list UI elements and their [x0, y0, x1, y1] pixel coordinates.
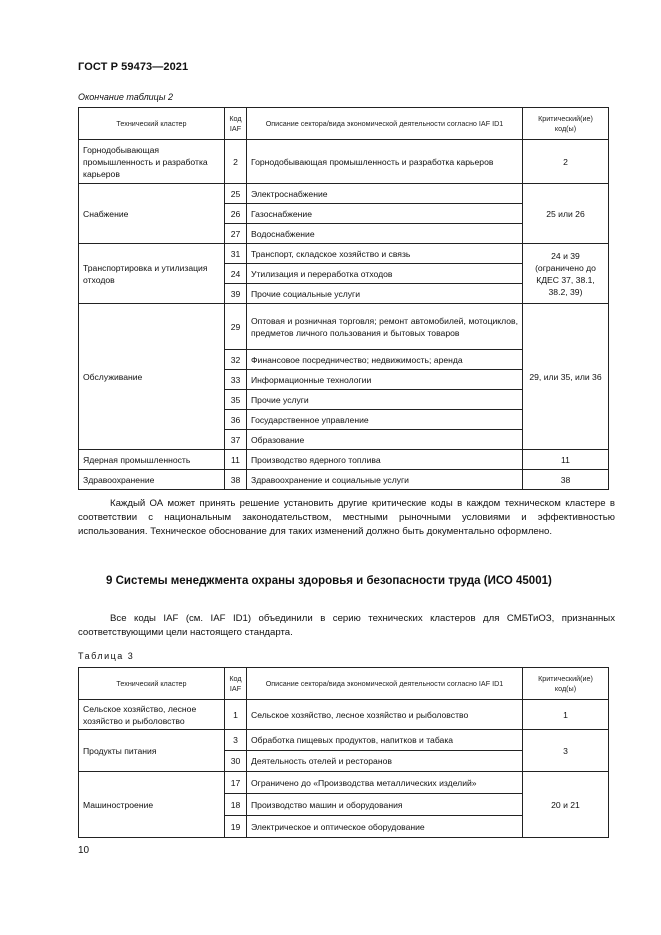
table-3: [78, 667, 609, 838]
code-cell: 37: [225, 430, 247, 450]
description-cell: Обработка пищевых продуктов, напитков и табака: [247, 730, 523, 751]
paragraph-critical-codes: [78, 497, 615, 539]
table-row: [79, 244, 609, 264]
code-cell: 17: [225, 772, 247, 794]
code-cell: 24: [225, 264, 247, 284]
section-9-heading: 9 Системы менеджмента охраны здоровья и безопасности труда (ИСО 45001): [106, 575, 552, 587]
code-cell: 32: [225, 350, 247, 370]
table-row: [79, 184, 609, 204]
description-cell: Деятельность отелей и ресторанов: [247, 751, 523, 772]
cluster-cell: Снабжение: [79, 184, 225, 244]
code-cell: 36: [225, 410, 247, 430]
table-header-row: [79, 668, 609, 700]
code-cell: 25: [225, 184, 247, 204]
table-header-row: [79, 108, 609, 140]
cluster-cell: Сельское хозяйство, лесное хозяйство и рыболовство: [79, 700, 225, 730]
description-cell: Прочие услуги: [247, 390, 523, 410]
critical-cell: 2: [523, 140, 609, 184]
cluster-cell: Транспортировка и утилизация отходов: [79, 244, 225, 304]
description-cell: Здравоохранение и социальные услуги: [247, 470, 523, 490]
cluster-cell: Горнодобывающая промышленность и разработка карьеров: [79, 140, 225, 184]
critical-cell: 24 и 39 (ограничено до КДЕС 37, 38.1, 38.2, 39): [523, 244, 609, 304]
header-critical: Критический(ие) код(ы): [523, 108, 609, 140]
code-cell: 26: [225, 204, 247, 224]
page-number: 10: [78, 845, 90, 856]
critical-cell: 29, или 35, или 36: [523, 304, 609, 450]
cluster-cell: Ядерная промышленность: [79, 450, 225, 470]
document-header: ГОСТ Р 59473—2021: [78, 61, 189, 73]
cluster-cell: Продукты питания: [79, 730, 225, 772]
header-code: Код IAF: [225, 668, 247, 700]
header-description: Описание сектора/вида экономической деятельности согласно IAF ID1: [247, 108, 523, 140]
description-cell: Финансовое посредничество; недвижимость; аренда: [247, 350, 523, 370]
description-cell: Производство ядерного топлива: [247, 450, 523, 470]
code-cell: 39: [225, 284, 247, 304]
description-cell: Информационные технологии: [247, 370, 523, 390]
header-critical: Критический(ие) код(ы): [523, 668, 609, 700]
cluster-cell: Машиностроение: [79, 772, 225, 838]
critical-cell: 25 или 26: [523, 184, 609, 244]
table-3-caption: Таблица 3: [78, 651, 135, 661]
code-cell: 30: [225, 751, 247, 772]
table-row: [79, 730, 609, 751]
critical-cell: 11: [523, 450, 609, 470]
code-cell: 2: [225, 140, 247, 184]
code-cell: 35: [225, 390, 247, 410]
table-row: [79, 450, 609, 470]
table-row: [79, 772, 609, 794]
description-cell: Оптовая и розничная торговля; ремонт автомобилей, мотоциклов, предметов личного пользования и бытовых товаров: [247, 304, 523, 350]
code-cell: 19: [225, 816, 247, 838]
description-cell: Образование: [247, 430, 523, 450]
code-cell: 3: [225, 730, 247, 751]
code-cell: 1: [225, 700, 247, 730]
code-cell: 38: [225, 470, 247, 490]
paragraph-text: Все коды IAF (см. IAF ID1) объединили в серию технических кластеров для СМБТиОЗ, признанных соответствующими цели настоящего стандарта.: [78, 613, 615, 638]
code-cell: 11: [225, 450, 247, 470]
description-cell: Горнодобывающая промышленность и разработка карьеров: [247, 140, 523, 184]
description-cell: Государственное управление: [247, 410, 523, 430]
cluster-cell: Обслуживание: [79, 304, 225, 450]
paragraph-iaf-codes: [78, 612, 615, 640]
description-cell: Сельское хозяйство, лесное хозяйство и рыболовство: [247, 700, 523, 730]
critical-cell: 3: [523, 730, 609, 772]
header-cluster: Технический кластер: [79, 108, 225, 140]
description-cell: Транспорт, складское хозяйство и связь: [247, 244, 523, 264]
description-cell: Электроснабжение: [247, 184, 523, 204]
code-cell: 31: [225, 244, 247, 264]
header-cluster: Технический кластер: [79, 668, 225, 700]
paragraph-text: Каждый ОА может принять решение установить другие критические коды в каждом техническом кластере в соответствии с национальным законодательством, местными рыночными условиями и эффективностью использования. Техническое обоснование для таких изменений должно быть документально оформлено.: [78, 498, 615, 537]
table-2-caption: Окончание таблицы 2: [78, 92, 173, 102]
table-2-end: [78, 107, 609, 490]
description-cell: Прочие социальные услуги: [247, 284, 523, 304]
header-description: Описание сектора/вида экономической деятельности согласно IAF ID1: [247, 668, 523, 700]
table-row: [79, 700, 609, 730]
critical-cell: 1: [523, 700, 609, 730]
code-cell: 33: [225, 370, 247, 390]
description-cell: Газоснабжение: [247, 204, 523, 224]
description-cell: Ограничено до «Производства металлических изделий»: [247, 772, 523, 794]
description-cell: Производство машин и оборудования: [247, 794, 523, 816]
table-row: [79, 304, 609, 350]
table-row: [79, 140, 609, 184]
critical-cell: 20 и 21: [523, 772, 609, 838]
header-code: Код IAF: [225, 108, 247, 140]
code-cell: 29: [225, 304, 247, 350]
code-cell: 18: [225, 794, 247, 816]
description-cell: Утилизация и переработка отходов: [247, 264, 523, 284]
description-cell: Водоснабжение: [247, 224, 523, 244]
description-cell: Электрическое и оптическое оборудование: [247, 816, 523, 838]
table-row: [79, 470, 609, 490]
critical-cell: 38: [523, 470, 609, 490]
cluster-cell: Здравоохранение: [79, 470, 225, 490]
code-cell: 27: [225, 224, 247, 244]
